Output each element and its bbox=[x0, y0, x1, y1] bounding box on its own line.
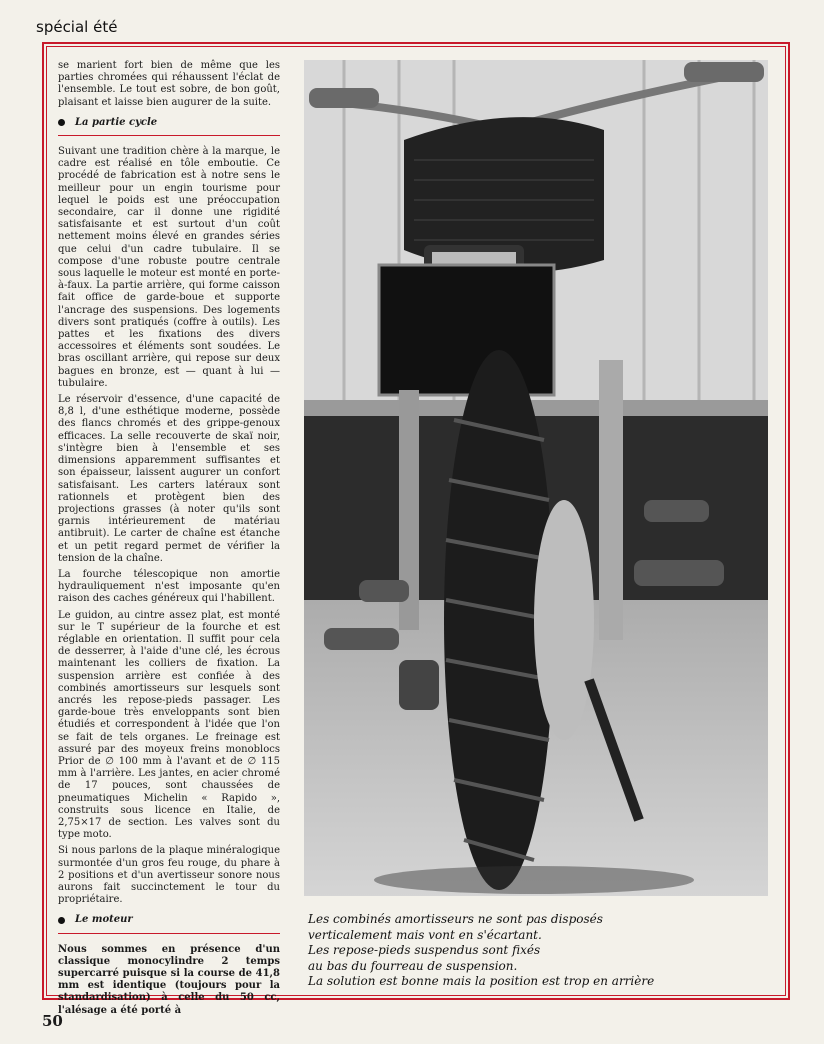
section-label: spécial été bbox=[36, 18, 118, 36]
section-divider bbox=[58, 933, 280, 934]
page-number: 50 bbox=[42, 1012, 63, 1030]
section-title: La partie cycle bbox=[75, 116, 158, 128]
section-title: Le moteur bbox=[75, 914, 133, 926]
photo-caption bbox=[308, 912, 768, 990]
caption-line: au bas du fourreau de suspension. bbox=[308, 958, 518, 973]
section-heading-partie-cycle bbox=[58, 117, 280, 129]
motorcycle-illustration bbox=[304, 60, 768, 896]
paragraph: Le réservoir d'essence, d'une capacité de 8,8 l, d'une esthétique moderne, possède des flancs chromés et des grippe-genoux efficaces. La selle recouverte de skaï noir, s'intègre bien à l'ensemble et ses dimensions apparemment suffisantes et son épaisseur, laissent augurer un confort satisfaisant. Les carters latéraux sont rationnels et protègent bien des projections grasses (à noter qu'ils sont garnis intérieurement de matériau antibruit). Le carter de chaîne est étanche et un petit regard permet de vérifier la tension de la chaîne. bbox=[58, 394, 280, 564]
paragraph: Nous sommes en présence d'un classique monocylindre 2 temps supercarré puisque si la course de 41,8 mm est identique (toujours pour la standardisation) à celle du 50 cc, l'alésage a été porté à bbox=[58, 943, 280, 1016]
motorcycle-rear-photo bbox=[304, 60, 768, 896]
caption-line: Les repose-pieds suspendus sont fixés bbox=[308, 943, 541, 957]
paragraph: Suivant une tradition chère à la marque, le cadre est réalisé en tôle emboutie. Ce procédé de fabrication est à notre sens le meilleur pour un engin tourisme pour lequel le poids est une préoccupation secondaire, car il donne une rigidité satisfaisante et est surtout d'un coût nettement moins élevé en grandes séries que celui d'un cadre tubulaire. Il se compose d'une robuste poutre centrale sous laquelle le moteur est monté en porte-à-faux. La partie arrière, qui forme caisson fait office de garde-boue et supporte l'ancrage des suspensions. Des logements divers sont pratiqués (coffre à outils). Les pattes et les fixations des divers accessoires et éléments sont soudées. Le bras oscillant arrière, qui repose sur deux bagues en bronze, est — quant à lui — tubulaire. bbox=[58, 146, 280, 389]
section-divider bbox=[58, 135, 280, 136]
paragraph: La fourche télescopique non amortie hydrauliquement n'est imposante qu'en raison des caches généreux qui l'habillent. bbox=[58, 568, 280, 605]
bullet-icon bbox=[58, 917, 65, 924]
bullet-icon bbox=[58, 119, 65, 126]
paragraph: Si nous parlons de la plaque minéralogique surmontée d'un gros feu rouge, du phare à 2 positions et d'un avertisseur sonore nous aurons fait succinctement le tour du propriétaire. bbox=[58, 845, 280, 906]
caption-line: Les combinés amortisseurs ne sont pas disposés bbox=[308, 912, 603, 926]
section-heading-moteur bbox=[58, 914, 280, 926]
article-column bbox=[58, 60, 280, 1021]
paragraph: Le guidon, au cintre assez plat, est monté sur le T supérieur de la fourche et est réglable en orientation. Il suffit pour cela de desserrer, à l'aide d'une clé, les écrous maintenant les colliers de fixation. La suspension arrière est confiée à des combinés amortisseurs sur lesquels sont ancrés les repose-pieds passager. Les garde-boue très enveloppants sont bien étudiés et correspondent à l'idée que l'on se fait de tels organes. Le freinage est assuré par des moyeux freins monoblocs Prior de ∅ 100 mm à l'avant et de ∅ 115 mm à l'arrière. Les jantes, en acier chromé de 17 pouces, sont chaussées de pneumatiques Michelin « Rapido », construits sous licence en Italie, de 2,75×17 de section. Les valves sont du type moto. bbox=[58, 609, 280, 841]
caption-line: La solution est bonne mais la position est trop en arrière bbox=[308, 974, 655, 988]
caption-line: verticalement mais vont en s'écartant. bbox=[308, 927, 542, 942]
intro-paragraph: se marient fort bien de même que les parties chromées qui réhaussent l'éclat de l'ensemble. Le tout est sobre, de bon goût, plaisant et laisse bien augurer de la suite. bbox=[58, 60, 280, 108]
